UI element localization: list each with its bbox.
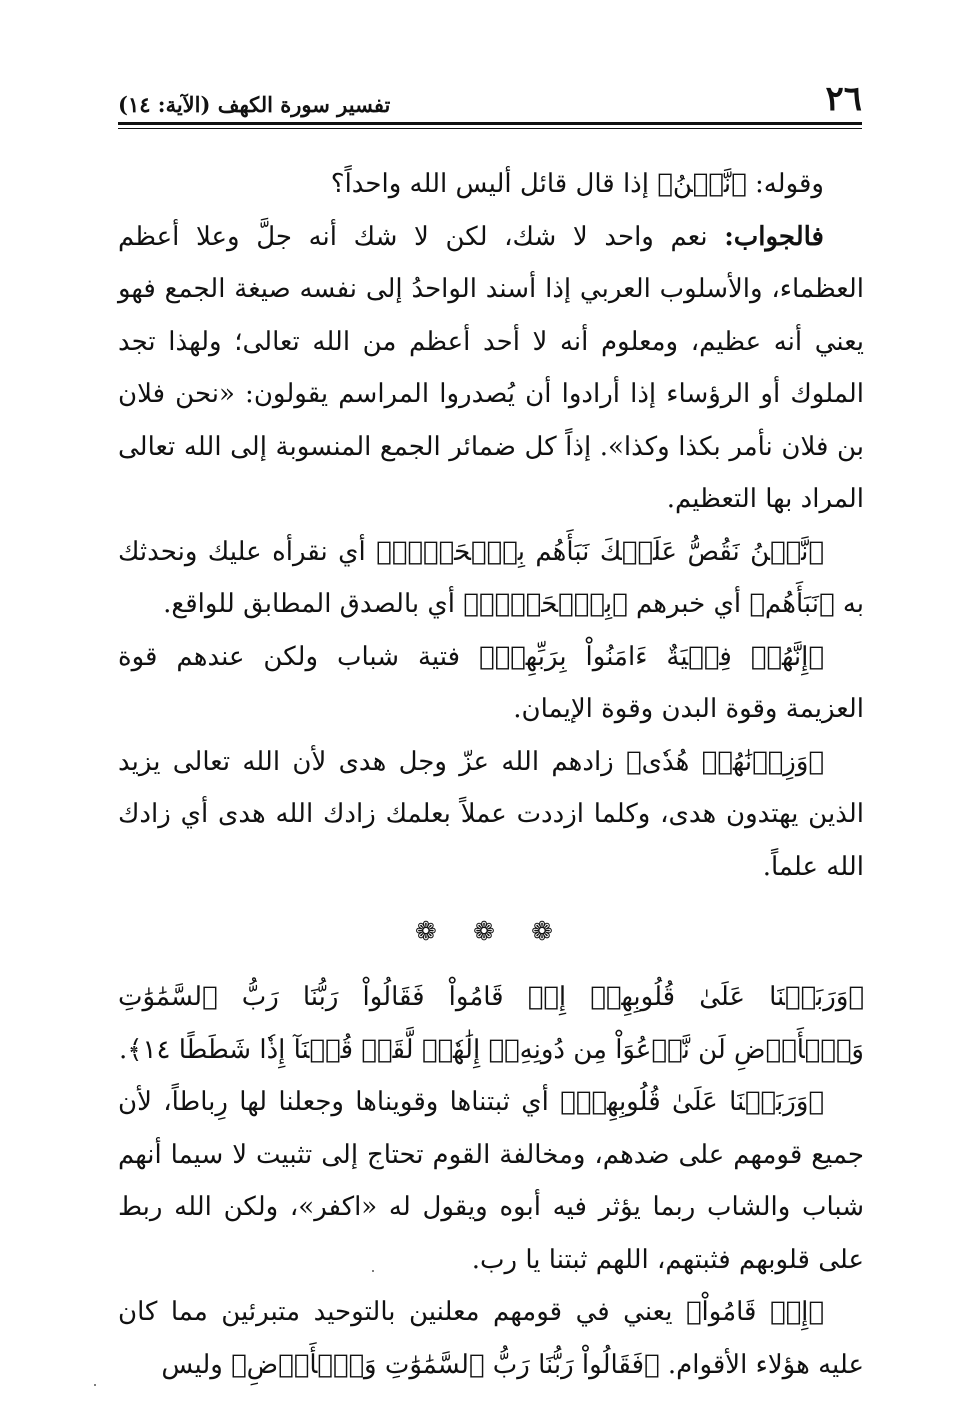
page-number: ٢٦ (825, 79, 862, 119)
paragraph-question: وقوله: ﴿نَّحۡنُ﴾ إذا قال قائل أليس الله واحداً؟ (330, 169, 824, 199)
page-body (118, 158, 864, 1391)
paragraph-rabatna: ﴿وَرَبَطۡنَا عَلَىٰ قُلُوبِهِمۡ﴾ أي ثبتناها وقويناها وجعلنا لها رِباطاً، لأن جميع قومهم على ضدهم، ومخالفة القوم تحتاج إلى تثبيت لا سيما أنهم شباب والشاب ربما يؤثر فيه أبوه ويقول له «اكفر»، ولكن الله ربط على قلوبهم فثبتهم، اللهم ثبتنا يا رب. (118, 1087, 864, 1275)
paragraph-answer (118, 211, 864, 526)
running-title: تفسير سورة الكهف (الآية: ١٤) (118, 92, 391, 117)
verse-14: ﴿وَرَبَطۡنَا عَلَىٰ قُلُوبِهِمۡ إِذۡ قَامُواْ فَقَالُواْ رَبُّنَا رَبُّ ٱلسَّمَٰوَٰتِ وَٱلۡأَرۡضِ لَن نَّدۡعُوَاْ مِن دُونِهِۦٓ إِلَٰهٗاۖ لَّقَدۡ قُلۡنَآ إِذٗا شَطَطًا ١٤﴾. (118, 982, 864, 1065)
paragraph-verse-fityah: ﴿إِنَّهُمۡ فِتۡيَةٌ ءَامَنُواْ بِرَبِّهِمۡ﴾ فتية شباب ولكن عندهم قوة العزيمة وقوة البدن وقوة الإيمان. (118, 641, 864, 724)
section-separator: ❁ ❁ ❁ (415, 917, 567, 947)
answer-conclusion: المراسم يقولون: «نحن فلان بن فلان نأمر بكذا وكذا». إذاً كل ضمائر الجمع المنسوبة إلى الله تعالى المراد بها التعظيم. (118, 379, 864, 514)
answer-text: نعم واحد لا شك، لكن لا شك أنه جلَّ وعلا أعظم العظماء، والأسلوب العربي إذا أسند الواحدُ إلى نفسه صيغة الجمع فهو يعني أنه عظيم، ومعلوم أنه لا أحد أعظم من الله تعالى؛ (118, 221, 865, 357)
scan-speck (94, 1384, 96, 1386)
paragraph-verse-huda: ﴿وَزِدۡنَٰهُمۡ هُدٗى﴾ زادهم الله عزّ وجل هدى لأن الله تعالى يزيد الذين يهتدون هدى، وكلما ازددت عملاً بعلمك زادك الله هدى أي زادك الله علماً. (118, 746, 864, 882)
header-rule-thin (118, 128, 862, 129)
paragraph-verse-naqussu: ﴿نَّحۡنُ نَقُصُّ عَلَيۡكَ نَبَأَهُم بِٱلۡحَقِّۚ﴾ أي نقرأه عليك ونحدثك به ﴿نَبَأَهُم﴾ أي خبرهم ﴿بِٱلۡحَقِّۚ﴾ أي بالصدق المطابق للواقع. (118, 536, 864, 619)
scan-speck (372, 1270, 374, 1272)
header-rule-thick (118, 122, 862, 125)
answer-continuation: ولهذا تجد الملوك أو الرؤساء إذا أرادوا أن يُصدروا (118, 326, 865, 409)
page-header (118, 80, 862, 124)
answer-lead: فالجواب: (724, 221, 824, 252)
paragraph-idh-qamu: ﴿إِذۡ قَامُواْ﴾ يعني في قومهم معلنين بالتوحيد متبرئين مما كان عليه هؤلاء الأقوام. ﴿فَقَالُواْ رَبُّنَا رَبُّ ٱلسَّمَٰوَٰتِ وَٱلۡأَرۡضِ﴾ وليس (118, 1297, 864, 1380)
